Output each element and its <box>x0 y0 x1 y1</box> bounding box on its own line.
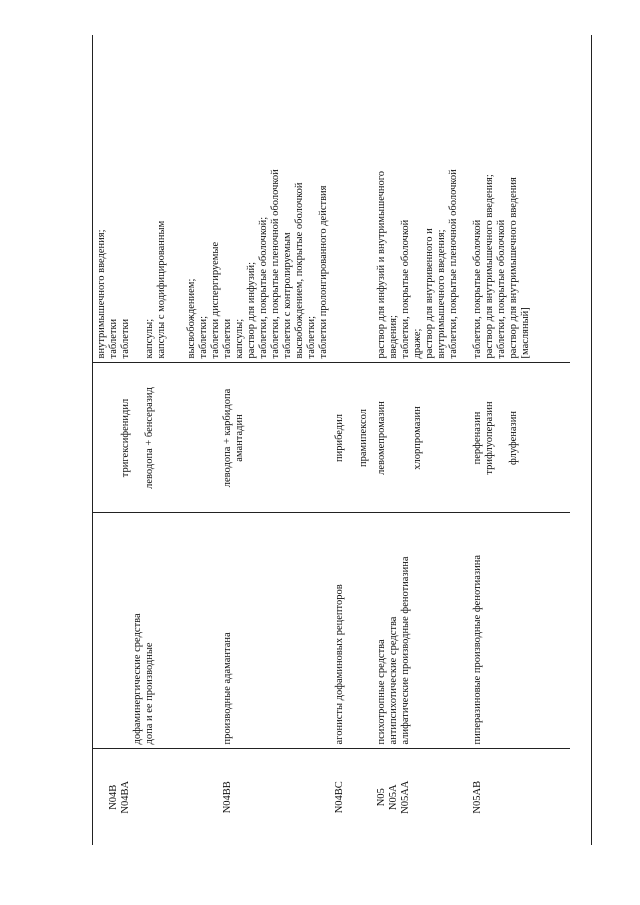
atc-code-cell <box>184 749 332 845</box>
cell-text-line: перфеназин <box>472 411 483 465</box>
cell-text-line <box>108 518 120 745</box>
cell-text-line <box>186 368 198 509</box>
dosage-form-cell <box>374 35 470 363</box>
cell-text-line: раствор для внутривенного и <box>424 228 435 359</box>
cell-text-line: таблетки, покрытые оболочкой <box>400 219 411 359</box>
cell-text-line: внутримышечного введения; <box>96 229 107 359</box>
cell-text-line: таблетки с контролируемым <box>282 232 293 359</box>
cell-text-line <box>132 368 144 509</box>
cell-text-line: трифлуоперазин <box>484 401 495 475</box>
cell-text-line: пиперазиновые производные фенотиазина <box>472 555 483 745</box>
table-row <box>374 35 470 845</box>
table-row <box>332 35 374 845</box>
cell-text-line: таблетки; <box>306 315 317 359</box>
cell-text-line <box>96 518 108 745</box>
cell-text-line <box>210 518 222 745</box>
cell-text-line: N04BA <box>120 780 131 814</box>
cell-text-line: раствор для внутримышечного введения <box>508 177 519 359</box>
cell-text-line <box>210 754 222 842</box>
cell-text-line: таблетки, покрытые оболочкой <box>496 219 507 359</box>
cell-text-line <box>388 368 400 509</box>
cell-text-line: амантадин <box>234 414 245 462</box>
cell-text-line: антипсихотические средства <box>388 616 399 745</box>
dosage-form-cell <box>184 35 332 363</box>
cell-text-line: таблетки <box>222 318 233 359</box>
group-name-cell <box>374 513 470 749</box>
cell-text-line: тригексифенидил <box>120 398 131 478</box>
group-name-cell <box>92 513 184 749</box>
cell-text-line: N05 <box>376 788 387 807</box>
table-row <box>470 35 570 845</box>
cell-text-line: N04BC <box>334 781 345 814</box>
cell-text-line: раствор для внутримышечного введения; <box>484 174 495 359</box>
cell-text-line: левомепромазин <box>376 401 387 475</box>
cell-text-line: алифатические производные фенотиазина <box>400 556 411 745</box>
cell-text-line <box>132 39 144 359</box>
cell-text-line: таблетки, покрытые оболочкой <box>472 219 483 359</box>
drug-name-cell <box>92 363 184 513</box>
cell-text-line: флуфеназин <box>508 411 519 465</box>
cell-text-line: дофаминергические средства <box>132 613 143 745</box>
table-top-rule <box>92 35 93 845</box>
cell-text-line: N05A <box>388 784 399 811</box>
cell-text-line <box>120 518 132 745</box>
cell-text-line: леводопа + карбидопа <box>222 388 233 488</box>
cell-text-line: таблетки диспергируемые <box>210 241 221 359</box>
cell-text-line: таблетки <box>108 318 119 359</box>
cell-text-line: таблетки; <box>198 315 209 359</box>
dosage-form-cell <box>470 35 570 363</box>
cell-text-line: высвобождением; <box>186 278 197 359</box>
table-row <box>92 35 184 845</box>
drug-name-cell <box>184 363 332 513</box>
cell-text-line: N05AA <box>400 780 411 814</box>
cell-text-line: таблетки, покрытые оболочкой; <box>258 216 269 359</box>
drug-name-cell <box>374 363 470 513</box>
atc-code-cell <box>332 749 374 845</box>
cell-text-line: леводопа + бенсеразид <box>144 387 155 489</box>
cell-text-line: производные адамантана <box>222 632 233 745</box>
cell-text-line: N04B <box>108 784 119 810</box>
cell-text-line <box>198 518 210 745</box>
cell-text-line: таблетки, покрытые пленочной оболочкой <box>448 169 459 359</box>
cell-text-line <box>496 368 508 509</box>
drug-classification-table <box>92 35 570 845</box>
cell-text-line: N05AB <box>472 780 483 814</box>
cell-text-line: агонисты дофаминовых рецепторов <box>334 584 345 745</box>
cell-text-line: [масляный] <box>520 307 531 359</box>
dosage-form-cell <box>332 35 374 363</box>
cell-text-line <box>186 518 198 745</box>
cell-text-line <box>186 754 198 842</box>
cell-text-line: психотропные средства <box>376 639 387 745</box>
cell-text-line: допа и ее производные <box>144 642 155 745</box>
table-row <box>184 35 332 845</box>
cell-text-line <box>198 368 210 509</box>
atc-code-cell <box>470 749 570 845</box>
cell-text-line: таблетки пролонгированного действия <box>318 185 329 359</box>
cell-text-line: N04BB <box>222 781 233 814</box>
drug-name-cell <box>470 363 570 513</box>
cell-text-line: высвобождением, покрытые оболочкой <box>294 182 305 359</box>
cell-text-line: пирибедил <box>334 413 345 463</box>
cell-text-line: введения; <box>388 315 399 359</box>
cell-text-line: хлорпромазин <box>412 406 423 470</box>
table-bottom-rule <box>591 35 592 845</box>
cell-text-line <box>96 368 108 509</box>
dosage-form-cell <box>92 35 184 363</box>
group-name-cell <box>470 513 570 749</box>
cell-text-line: капсулы с модифицированным <box>156 220 167 359</box>
cell-text-line: таблетки, покрытые пленочной оболочкой <box>270 169 281 359</box>
drug-name-cell <box>332 363 374 513</box>
cell-text-line: внутримышечного введения; <box>436 229 447 359</box>
cell-text-line: прамипексол <box>358 409 369 467</box>
group-name-cell <box>332 513 374 749</box>
cell-text-line <box>198 754 210 842</box>
cell-text-line <box>108 368 120 509</box>
atc-code-cell <box>92 749 184 845</box>
cell-text-line: капсулы; <box>234 318 245 359</box>
cell-text-line <box>96 754 108 842</box>
atc-code-cell <box>374 749 470 845</box>
group-name-cell <box>184 513 332 749</box>
cell-text-line: капсулы; <box>144 318 155 359</box>
cell-text-line <box>210 368 222 509</box>
cell-text-line: раствор для инфузий и внутримышечного <box>376 170 387 359</box>
cell-text-line <box>346 368 358 509</box>
cell-text-line: раствор для инфузий; <box>246 261 257 359</box>
cell-text-line: таблетки <box>120 318 131 359</box>
cell-text-line: драже; <box>412 328 423 359</box>
cell-text-line <box>400 368 412 509</box>
rotated-table-area <box>92 35 592 845</box>
